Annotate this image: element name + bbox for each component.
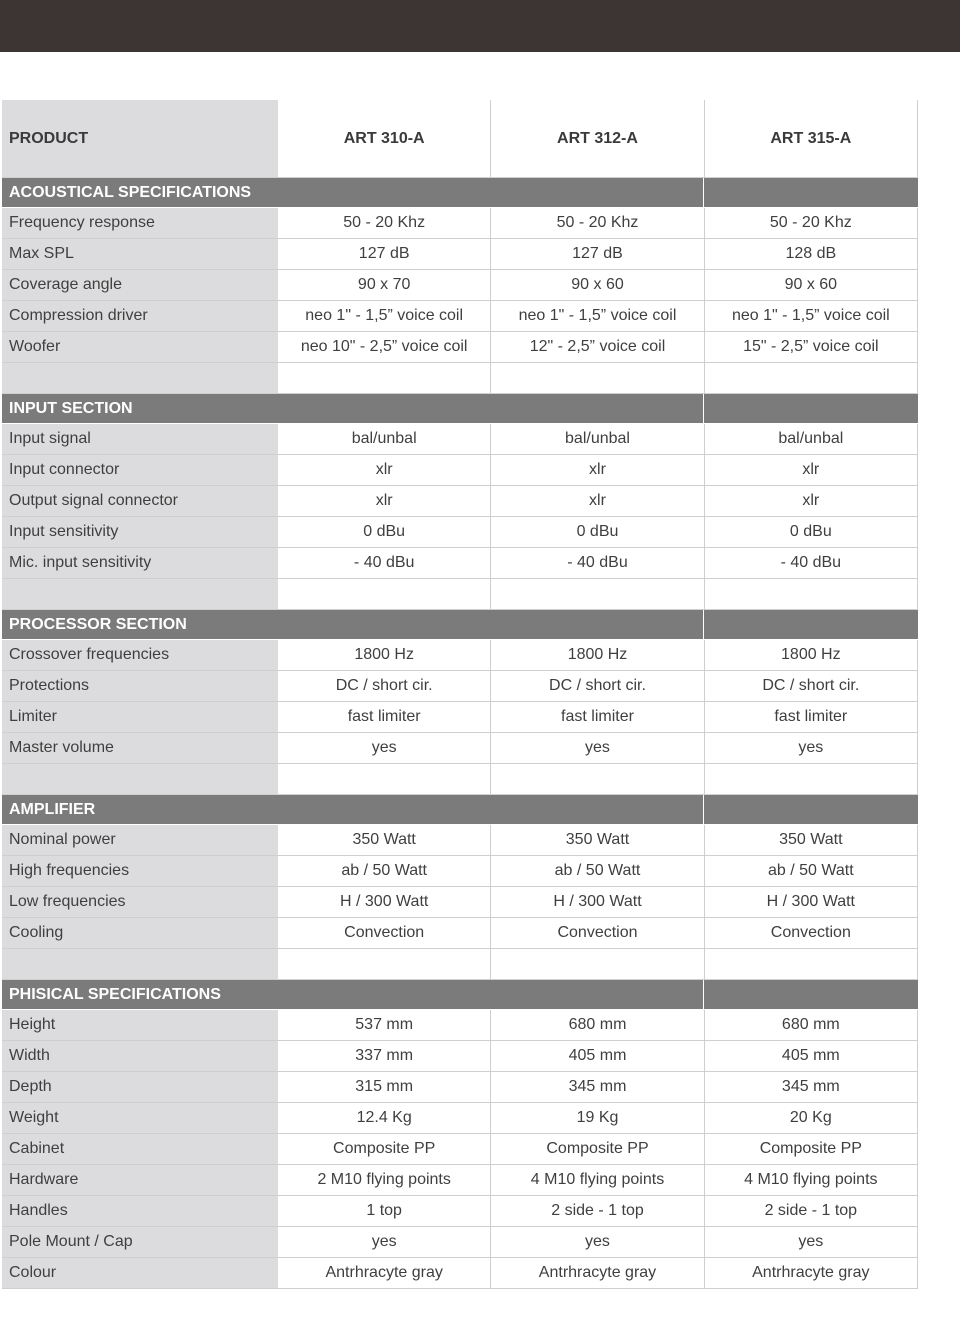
spec-label: Limiter bbox=[2, 702, 278, 732]
spec-row bbox=[2, 208, 918, 239]
spec-value: yes bbox=[278, 1227, 491, 1257]
section-header-fill bbox=[704, 178, 918, 207]
spec-label: Max SPL bbox=[2, 239, 278, 269]
spec-label: Mic. input sensitivity bbox=[2, 548, 278, 578]
section-header-fill bbox=[704, 610, 918, 639]
spec-row bbox=[2, 332, 918, 363]
spec-row bbox=[2, 517, 918, 548]
spec-label: Depth bbox=[2, 1072, 278, 1102]
spacer-row bbox=[2, 579, 918, 610]
spec-label: Hardware bbox=[2, 1165, 278, 1195]
spec-label: Output signal connector bbox=[2, 486, 278, 516]
spacer-cell bbox=[278, 949, 491, 979]
product-header-label: PRODUCT bbox=[2, 100, 278, 177]
spec-value: 0 dBu bbox=[278, 517, 491, 547]
spec-value: 1800 Hz bbox=[278, 640, 491, 670]
spacer-cell bbox=[278, 764, 491, 794]
section-title: PROCESSOR SECTION bbox=[2, 610, 704, 639]
spec-label: Low frequencies bbox=[2, 887, 278, 917]
spec-label: Compression driver bbox=[2, 301, 278, 331]
spec-row bbox=[2, 1165, 918, 1196]
spec-value: 127 dB bbox=[278, 239, 491, 269]
spec-row bbox=[2, 825, 918, 856]
spec-value: xlr bbox=[705, 455, 918, 485]
spec-value: Composite PP bbox=[491, 1134, 704, 1164]
spec-row bbox=[2, 671, 918, 702]
spec-value: Composite PP bbox=[278, 1134, 491, 1164]
spec-value: 315 mm bbox=[278, 1072, 491, 1102]
spec-label: Master volume bbox=[2, 733, 278, 763]
section-header bbox=[2, 610, 918, 640]
spec-label: Input sensitivity bbox=[2, 517, 278, 547]
spec-row bbox=[2, 455, 918, 486]
spec-value: - 40 dBu bbox=[705, 548, 918, 578]
spec-value: 12" - 2,5” voice coil bbox=[491, 332, 704, 362]
spec-label: High frequencies bbox=[2, 856, 278, 886]
spec-value: Convection bbox=[491, 918, 704, 948]
spec-row bbox=[2, 1134, 918, 1165]
spacer-cell bbox=[491, 363, 704, 393]
spec-label: Input connector bbox=[2, 455, 278, 485]
spec-table bbox=[2, 100, 918, 1289]
spec-value: 4 M10 flying points bbox=[491, 1165, 704, 1195]
spec-value: Composite PP bbox=[705, 1134, 918, 1164]
spacer-cell bbox=[278, 579, 491, 609]
spec-value: 1 top bbox=[278, 1196, 491, 1226]
spec-value: 350 Watt bbox=[491, 825, 704, 855]
spacer-cell bbox=[491, 579, 704, 609]
spec-value: 19 Kg bbox=[491, 1103, 704, 1133]
spacer-cell bbox=[491, 949, 704, 979]
spec-value: 50 - 20 Khz bbox=[278, 208, 491, 238]
spec-value: ab / 50 Watt bbox=[491, 856, 704, 886]
spec-label: Crossover frequencies bbox=[2, 640, 278, 670]
spec-value: bal/unbal bbox=[705, 424, 918, 454]
spec-label: Pole Mount / Cap bbox=[2, 1227, 278, 1257]
spec-row bbox=[2, 733, 918, 764]
section-header-fill bbox=[704, 795, 918, 824]
spec-value: H / 300 Watt bbox=[491, 887, 704, 917]
spec-value: 345 mm bbox=[491, 1072, 704, 1102]
spec-value: fast limiter bbox=[705, 702, 918, 732]
spec-value: neo 1" - 1,5” voice coil bbox=[705, 301, 918, 331]
spec-label: Weight bbox=[2, 1103, 278, 1133]
spec-value: Convection bbox=[705, 918, 918, 948]
spec-row bbox=[2, 1041, 918, 1072]
spec-value: 128 dB bbox=[705, 239, 918, 269]
spec-row bbox=[2, 270, 918, 301]
spec-value: 90 x 70 bbox=[278, 270, 491, 300]
spec-value: ab / 50 Watt bbox=[705, 856, 918, 886]
spec-label: Colour bbox=[2, 1258, 278, 1288]
section-header-fill bbox=[704, 394, 918, 423]
spec-value: fast limiter bbox=[491, 702, 704, 732]
spacer-cell bbox=[705, 764, 918, 794]
spec-label: Height bbox=[2, 1010, 278, 1040]
spec-value: 337 mm bbox=[278, 1041, 491, 1071]
spacer-row bbox=[2, 949, 918, 980]
spec-value: 0 dBu bbox=[705, 517, 918, 547]
spec-value: 0 dBu bbox=[491, 517, 704, 547]
spacer-row bbox=[2, 363, 918, 394]
spec-label: Cooling bbox=[2, 918, 278, 948]
spec-value: 405 mm bbox=[705, 1041, 918, 1071]
spec-value: bal/unbal bbox=[278, 424, 491, 454]
section-title: ACOUSTICAL SPECIFICATIONS bbox=[2, 178, 704, 207]
spec-value: 50 - 20 Khz bbox=[705, 208, 918, 238]
spec-value: xlr bbox=[278, 455, 491, 485]
spec-row bbox=[2, 424, 918, 455]
spec-value: Antrhracyte gray bbox=[491, 1258, 704, 1288]
spec-row bbox=[2, 640, 918, 671]
spec-value: 1800 Hz bbox=[705, 640, 918, 670]
section-title: INPUT SECTION bbox=[2, 394, 704, 423]
spec-label: Cabinet bbox=[2, 1134, 278, 1164]
spec-value: 405 mm bbox=[491, 1041, 704, 1071]
spec-value: 12.4 Kg bbox=[278, 1103, 491, 1133]
spec-value: 680 mm bbox=[705, 1010, 918, 1040]
spec-value: 20 Kg bbox=[705, 1103, 918, 1133]
spec-value: yes bbox=[705, 733, 918, 763]
section-header bbox=[2, 795, 918, 825]
spec-value: 1800 Hz bbox=[491, 640, 704, 670]
spacer-label-cell bbox=[2, 949, 278, 979]
spec-value: H / 300 Watt bbox=[705, 887, 918, 917]
product-header-row bbox=[2, 100, 918, 178]
spec-label: Input signal bbox=[2, 424, 278, 454]
spec-label: Width bbox=[2, 1041, 278, 1071]
spec-value: 350 Watt bbox=[705, 825, 918, 855]
spec-value: neo 1" - 1,5” voice coil bbox=[491, 301, 704, 331]
spec-value: Convection bbox=[278, 918, 491, 948]
section-header bbox=[2, 178, 918, 208]
spec-row bbox=[2, 918, 918, 949]
spec-value: 2 side - 1 top bbox=[491, 1196, 704, 1226]
spec-value: yes bbox=[705, 1227, 918, 1257]
spec-value: 537 mm bbox=[278, 1010, 491, 1040]
spec-value: DC / short cir. bbox=[705, 671, 918, 701]
spacer-cell bbox=[705, 949, 918, 979]
spacer-row bbox=[2, 764, 918, 795]
spec-label: Nominal power bbox=[2, 825, 278, 855]
spec-row bbox=[2, 702, 918, 733]
spec-value: bal/unbal bbox=[491, 424, 704, 454]
spec-label: Woofer bbox=[2, 332, 278, 362]
spacer-cell bbox=[705, 363, 918, 393]
spec-value: xlr bbox=[491, 455, 704, 485]
spec-value: 2 side - 1 top bbox=[705, 1196, 918, 1226]
spec-row bbox=[2, 1103, 918, 1134]
section-header bbox=[2, 980, 918, 1010]
spec-value: DC / short cir. bbox=[278, 671, 491, 701]
section-header-fill bbox=[704, 980, 918, 1009]
spec-value: 4 M10 flying points bbox=[705, 1165, 918, 1195]
spec-value: DC / short cir. bbox=[491, 671, 704, 701]
spec-value: neo 10" - 2,5” voice coil bbox=[278, 332, 491, 362]
product-name: ART 315-A bbox=[705, 100, 918, 177]
spec-value: xlr bbox=[705, 486, 918, 516]
spec-value: 15" - 2,5” voice coil bbox=[705, 332, 918, 362]
section-title: PHISICAL SPECIFICATIONS bbox=[2, 980, 704, 1009]
spec-value: yes bbox=[491, 1227, 704, 1257]
spec-row bbox=[2, 239, 918, 270]
spec-row bbox=[2, 1196, 918, 1227]
spec-value: 345 mm bbox=[705, 1072, 918, 1102]
spec-value: H / 300 Watt bbox=[278, 887, 491, 917]
spec-value: neo 1" - 1,5” voice coil bbox=[278, 301, 491, 331]
spec-value: - 40 dBu bbox=[278, 548, 491, 578]
spec-label: Frequency response bbox=[2, 208, 278, 238]
spec-row bbox=[2, 1072, 918, 1103]
spec-value: - 40 dBu bbox=[491, 548, 704, 578]
spec-value: 127 dB bbox=[491, 239, 704, 269]
spec-row bbox=[2, 486, 918, 517]
top-banner bbox=[0, 0, 960, 52]
spec-row bbox=[2, 1227, 918, 1258]
spec-value: 680 mm bbox=[491, 1010, 704, 1040]
spec-value: Antrhracyte gray bbox=[705, 1258, 918, 1288]
spacer-cell bbox=[705, 579, 918, 609]
spec-value: fast limiter bbox=[278, 702, 491, 732]
spacer-cell bbox=[278, 363, 491, 393]
spec-label: Protections bbox=[2, 671, 278, 701]
spacer-label-cell bbox=[2, 363, 278, 393]
section-header bbox=[2, 394, 918, 424]
spec-value: 90 x 60 bbox=[491, 270, 704, 300]
spec-value: ab / 50 Watt bbox=[278, 856, 491, 886]
spec-value: 2 M10 flying points bbox=[278, 1165, 491, 1195]
spec-label: Coverage angle bbox=[2, 270, 278, 300]
spec-value: 90 x 60 bbox=[705, 270, 918, 300]
spec-row bbox=[2, 1258, 918, 1289]
spec-row bbox=[2, 856, 918, 887]
spec-value: xlr bbox=[491, 486, 704, 516]
product-name: ART 312-A bbox=[491, 100, 704, 177]
spec-value: yes bbox=[278, 733, 491, 763]
spacer-label-cell bbox=[2, 764, 278, 794]
spec-value: yes bbox=[491, 733, 704, 763]
spec-row bbox=[2, 548, 918, 579]
spec-value: 350 Watt bbox=[278, 825, 491, 855]
section-title: AMPLIFIER bbox=[2, 795, 704, 824]
spec-value: 50 - 20 Khz bbox=[491, 208, 704, 238]
spec-row bbox=[2, 301, 918, 332]
spacer-cell bbox=[491, 764, 704, 794]
spacer-label-cell bbox=[2, 579, 278, 609]
spec-row bbox=[2, 1010, 918, 1041]
spec-label: Handles bbox=[2, 1196, 278, 1226]
product-name: ART 310-A bbox=[278, 100, 491, 177]
spec-row bbox=[2, 887, 918, 918]
spec-value: xlr bbox=[278, 486, 491, 516]
spec-value: Antrhracyte gray bbox=[278, 1258, 491, 1288]
